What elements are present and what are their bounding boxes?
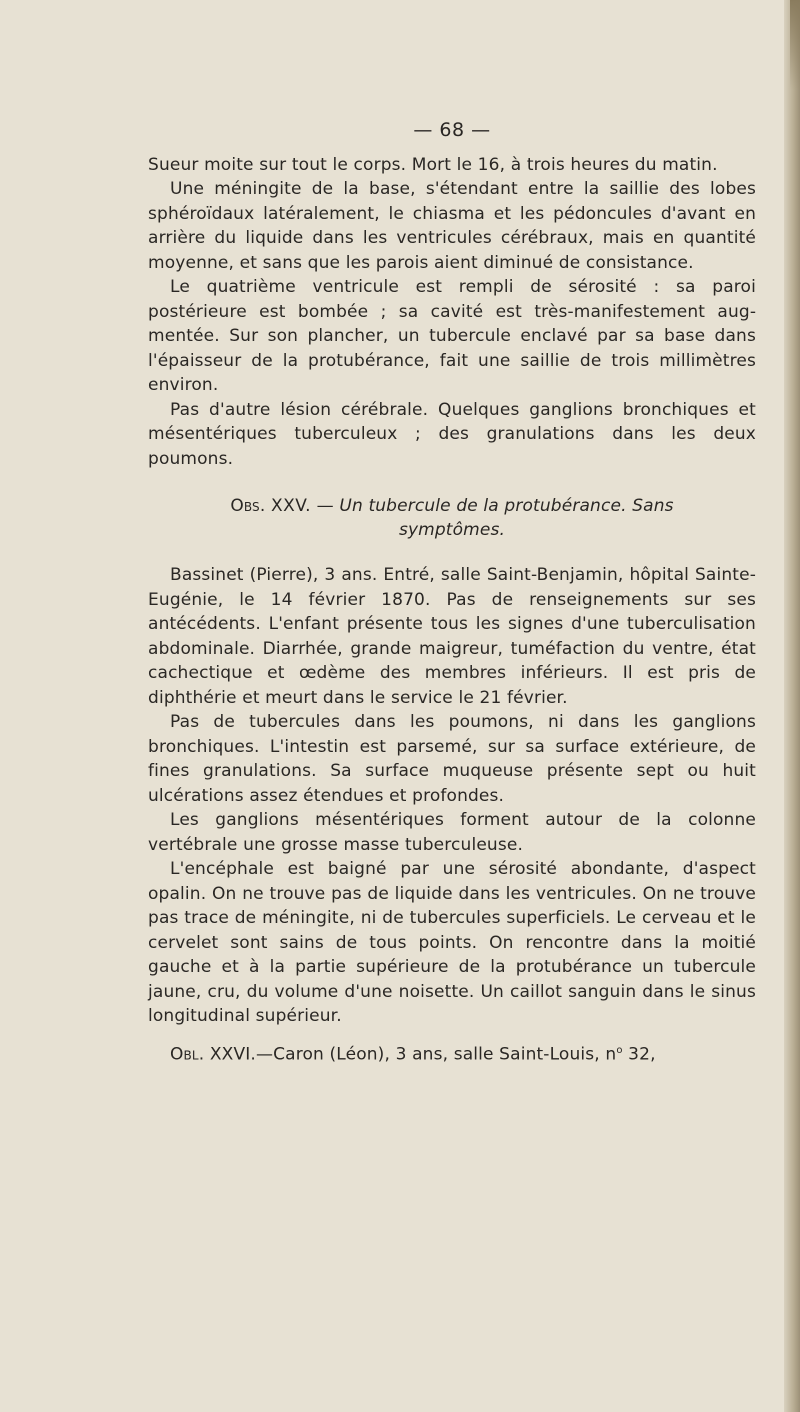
next-observation-tail: 32, xyxy=(622,1044,656,1065)
paragraph: Pas de tubercules dans les poumons, ni dans les ganglions bronchiques. L'intestin est parsemé, sur sa surface extérieure, de fines granulations. Sa surface muqueuse présente sept ou huit ulcérations assez étendues et profondes. xyxy=(148,712,756,806)
paragraph: Une méningite de la base, s'étendant entre la saillie des lobes sphéroïdaux latéralement, le chiasma et les pédoncules d'avant en arrière du liquide dans les ventricules cérébraux, mais en quantité moyenne, et sans que les parois aient diminué de consistance. xyxy=(148,179,756,273)
page-edge-stain xyxy=(790,0,800,90)
paragraph: Le quatrième ventricule est rempli de sérosité : sa paroi postérieure est bombée ; sa cavité est très-manifestement augmentée. Sur son plancher, un tubercule enclavé par sa base dans l'épaisseur de la protubérance, fait une saillie de trois millimètres environ. xyxy=(148,277,756,395)
next-observation-text: XXVI.—Caron (Léon), 3 ans, salle Saint-Louis, n xyxy=(209,1044,617,1065)
page-text xyxy=(148,118,756,1067)
observation-dash: — xyxy=(316,496,334,516)
observation-title-continued: symptômes. xyxy=(398,520,506,540)
observation-title: Un tubercule de la protubérance. Sans xyxy=(339,496,674,516)
paragraph: Pas d'autre lésion cérébrale. Quelques ganglions bronchiques et mésentériques tuberculeux ; des granulations dans les deux poumons. xyxy=(148,399,756,469)
page-number: — 68 — xyxy=(413,119,491,141)
next-observation-label: Obl. xyxy=(170,1044,205,1065)
observation-number: XXV. xyxy=(270,496,312,516)
page-edge-shadow xyxy=(784,0,800,1412)
paragraph: Les ganglions mésentériques forment autour de la colonne vertébrale une grosse masse tuberculeuse. xyxy=(148,810,756,855)
observation-label: Obs. xyxy=(230,496,266,516)
paragraph: Bassinet (Pierre), 3 ans. Entré, salle Saint-Benjamin, hôpital Sainte-Eugénie, le 14 février 1870. Pas de renseignements sur ses antécédents. L'enfant présente tous les signes d'une tuberculisation abdominale. Diarrhée, grande maigreur, tuméfaction du ventre, état cachectique et œdème des membres inférieurs. Il est pris de diphthérie et meurt dans le service le 21 février. xyxy=(148,565,756,708)
paragraph: L'encéphale est baigné par une sérosité abondante, d'aspect opalin. On ne trouve pas de liquide dans les ventricules. On ne trouve pas trace de méningite, ni de tubercules superficiels. Le cerveau et le cervelet sont sains de tous points. On rencontre dans la moitié gauche et à la partie supérieure de la protubérance un tubercule jaune, cru, du volume d'une noisette. Un caillot sanguin dans le sinus longitudinal supérieur. xyxy=(148,859,756,1026)
number-superscript: o xyxy=(616,1044,623,1056)
next-observation-line xyxy=(148,1039,756,1067)
observation-heading xyxy=(148,494,756,542)
paragraph: Sueur moite sur tout le corps. Mort le 16, à trois heures du matin. xyxy=(148,154,718,175)
